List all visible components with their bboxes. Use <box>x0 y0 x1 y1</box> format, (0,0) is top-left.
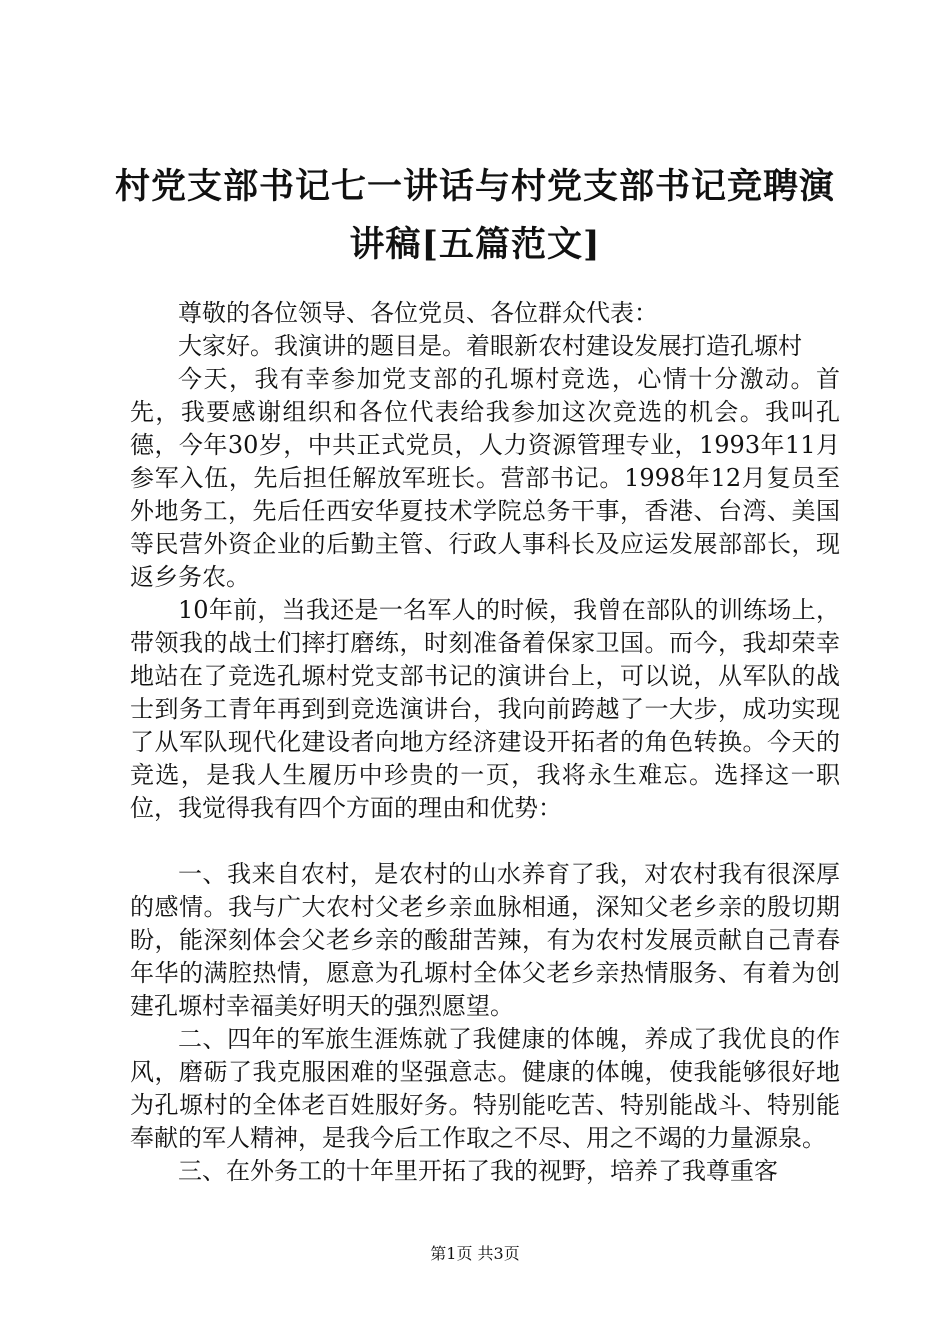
paragraph-reason-one: 一、我来自农村，是农村的山水养育了我，对农村我有很深厚的感情。我与广大农村父老乡亲血脉相通，深知父老乡亲的殷切期盼，能深刻体会父老乡亲的酸甜苦辣，有为农村发展贡献自己青春年华的满腔热情，愿意为孔塬村全体父老乡亲热情服务、有着为创建孔塬村幸福美好明天的强烈愿望。 <box>130 860 840 1020</box>
paragraph-spacer <box>130 825 840 858</box>
paragraph-topic: 大家好。我演讲的题目是。着眼新农村建设发展打造孔塬村 <box>178 332 802 360</box>
document-title-line-2: 讲稿[五篇范文] <box>349 224 601 265</box>
paragraph-reason-two: 二、四年的军旅生涯炼就了我健康的体魄，养成了我优良的作风，磨砺了我克服困难的坚强意志。健康的体魄，使我能够很好地为孔塬村的全体老百姓服好务。特别能吃苦、特别能战斗、特别能奉献的军人精神，是我今后工作取之不尽、用之不竭的力量源泉。 <box>130 1025 840 1152</box>
paragraph-reason-three: 三、在外务工的十年里开拓了我的视野，培养了我尊重客 <box>178 1157 778 1185</box>
paragraph-introduction: 今天，我有幸参加党支部的孔塬村竞选，心情十分激动。首先，我要感谢组织和各位代表给我参加这次竞选的机会。我叫孔德，今年30岁，中共正式党员，人力资源管理专业，1993年11月参军入伍，先后担任解放军班长。营部书记。1998年12月复员至外地务工，先后任西安华夏技术学院总务干事，香港、台湾、美国等民营外资企业的后勤主管、行政人事科长及应运发展部部长，现返乡务农。 <box>130 365 840 591</box>
document-body <box>130 297 840 1188</box>
paragraph-greeting: 尊敬的各位领导、各位党员、各位群众代表： <box>178 299 658 327</box>
document-title-line-1: 村党支部书记七一讲话与村党支部书记竞聘演 <box>114 166 835 207</box>
page-footer: 第1页 共3页 <box>430 1244 520 1263</box>
paragraph-background: 10年前，当我还是一名军人的时候，我曾在部队的训练场上，带领我的战士们摔打磨练，时刻准备着保家卫国。而今，我却荣幸地站在了竞选孔塬村党支部书记的演讲台上，可以说，从军队的战士到务工青年再到到竞选演讲台，我向前跨越了一大步，成功实现了从军队现代化建设者向地方经济建设开拓者的角色转换。今天的竞选，是我人生履历中珍贵的一页，我将永生难忘。选择这一职位，我觉得我有四个方面的理由和优势： <box>130 596 840 822</box>
